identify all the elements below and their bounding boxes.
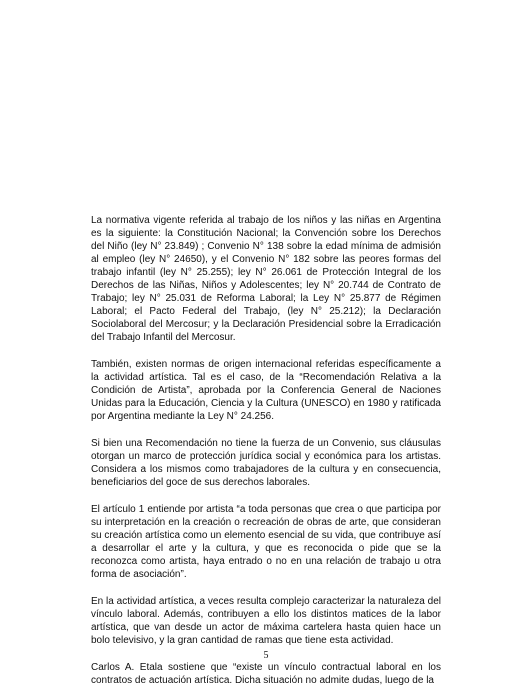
paragraph: Si bien una Recomendación no tiene la fuerza de un Convenio, sus cláusulas otorgan un marco de protección jurídica social y económica para los artistas. Considera a los mismos como trabajadores de la cultura y en consecuencia, beneficiarios del goce de sus derechos laborales. — [91, 438, 441, 488]
paragraph: En la actividad artística, a veces resulta complejo caracterizar la naturaleza del vínculo laboral. Además, contribuyen a ello los distintos matices de la labor artística, que van desde un actor de máxima cartelera hasta quien hace un bolo televisivo, y la gran cantidad de ramas que tiene esta actividad. — [91, 596, 441, 646]
page-number: 5 — [263, 650, 269, 661]
body-text — [91, 214, 441, 687]
paragraph: La normativa vigente referida al trabajo de los niños y las niñas en Argentina es la siguiente: la Constitución Nacional; la Convención sobre los Derechos del Niño (ley N° 23.849) ; Convenio N° 138 sobre la edad mínima de admisión al empleo (ley N° 24650), y el Convenio N° 182 sobre las peores formas del trabajo infantil (ley N° 25.255); ley N° 26.061 de Protección Integral de los Derechos de las Niñas, Niños y Adolescentes; ley N° 20.744 de Contrato de Trabajo; ley N° 25.031 de Reforma Laboral; la Ley N° 25.877 de Régimen Laboral; el Pacto Federal del Trabajo, (ley N° 25.212); la Declaración Sociolaboral del Mercosur; y la Declaración Presidencial sobre la Erradicación del Trabajo Infantil del Mercosur. — [91, 215, 441, 343]
paragraph: También, existen normas de origen internacional referidas específicamente a la actividad artística. Tal es el caso, de la “Recomendación Relativa a la Condición de Artista”, aprobada por la Conferencia General de Naciones Unidas para la Educación, Ciencia y la Cultura (UNESCO) en 1980 y ratificada por Argentina mediante la Ley N° 24.256. — [91, 359, 441, 422]
paragraph: Carlos A. Etala sostiene que “existe un vínculo contractual laboral en los contratos de actuación artística. Dicha situación no admite dudas, luego de la — [91, 662, 441, 686]
paragraph: El artículo 1 entiende por artista “a toda personas que crea o que participa por su interpretación en la creación o recreación de obras de arte, que consideran su creación artística como un elemento esencial de su vida, que contribuye así a desarrollar el arte y la cultura, y que es reconocida o pide que se la reconozca como artista, haya entrado o no en una relación de trabajo u otra forma de asociación”. — [91, 504, 441, 580]
